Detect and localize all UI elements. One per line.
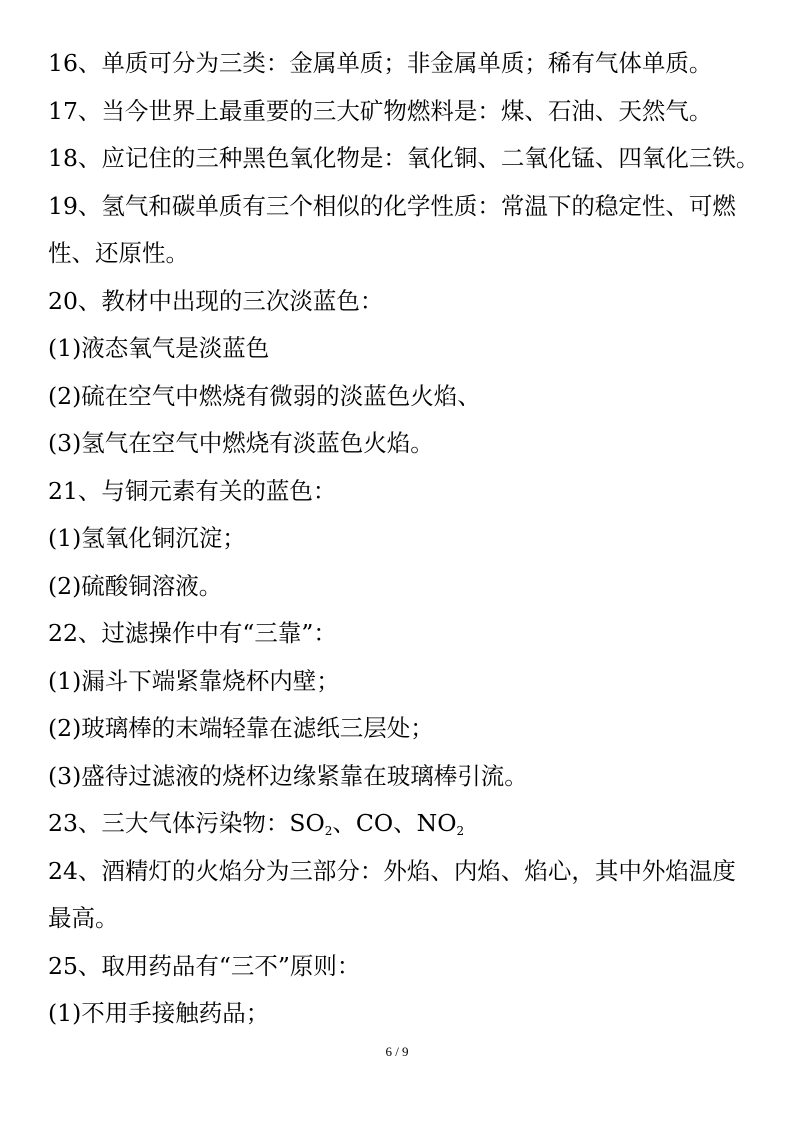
text-line-21-1: (1)氢氧化铜沉淀； xyxy=(48,524,246,552)
text-line-25: 25、取用药品有“三不”原则： xyxy=(48,951,361,980)
separator: 、 xyxy=(332,809,356,837)
text-line-19a: 19、氢气和碳单质有三个相似的化学性质：常温下的稳定性、可燃 xyxy=(48,191,736,220)
formula-so: SO xyxy=(289,809,325,837)
text-line-22-2: (2)玻璃棒的末端轻靠在滤纸三层处； xyxy=(48,714,434,742)
formula-no: NO xyxy=(416,809,457,837)
text-line-22-3: (3)盛待过滤液的烧杯边缘紧靠在玻璃棒引流。 xyxy=(48,761,528,790)
text-line-17: 17、当今世界上最重要的三大矿物燃料是：煤、石油、天然气。 xyxy=(48,96,713,125)
text-line-22-1: (1)漏斗下端紧靠烧杯内壁； xyxy=(48,666,340,695)
formula-so-subscript: 2 xyxy=(324,824,333,838)
text-line-25-1: (1)不用手接触药品； xyxy=(48,999,270,1027)
text-line-20-3: (3)氢气在空气中燃烧有淡蓝色火焰。 xyxy=(48,429,434,457)
page-number: 6 / 9 xyxy=(385,1044,409,1059)
text-line-23 xyxy=(48,800,758,848)
separator: 、 xyxy=(393,809,417,837)
text-line-20: 20、教材中出现的三次淡蓝色： xyxy=(48,286,384,315)
formula-no-subscript: 2 xyxy=(456,824,465,838)
text-line-24b: 最高。 xyxy=(48,904,119,932)
text-line-21: 21、与铜元素有关的蓝色： xyxy=(48,476,337,505)
text-line-16: 16、单质可分为三类：金属单质；非金属单质；稀有气体单质。 xyxy=(48,49,713,77)
text-line-20-1: (1)液态氧气是淡蓝色 xyxy=(48,334,270,362)
document-body xyxy=(48,40,758,1038)
text-line-21-2: (2)硫酸铜溶液。 xyxy=(48,571,223,600)
text-line-19b: 性、还原性。 xyxy=(48,239,189,267)
text-line-18: 18、应记住的三种黑色氧化物是：氧化铜、二氧化锰、四氧化三铁。 xyxy=(48,144,760,172)
pollutants-prefix: 23、三大气体污染物： xyxy=(48,809,290,837)
formula-co: CO xyxy=(355,809,394,837)
text-line-20-2: (2)硫在空气中燃烧有微弱的淡蓝色火焰、 xyxy=(48,381,481,410)
text-line-24a: 24、酒精灯的火焰分为三部分：外焰、内焰、焰心，其中外焰温度 xyxy=(48,856,736,885)
text-line-22: 22、过滤操作中有“三靠”： xyxy=(48,619,337,647)
